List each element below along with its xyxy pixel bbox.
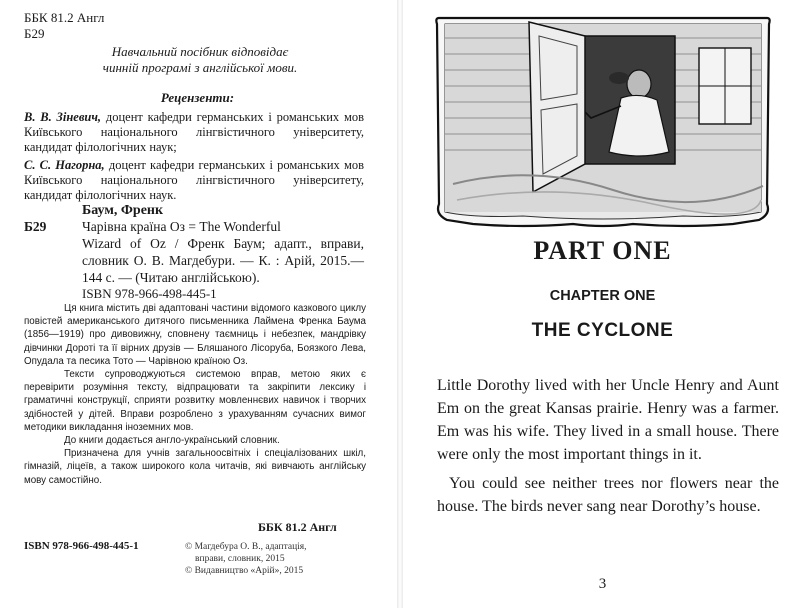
abstract-paragraph: Ця книга містить дві адаптовані частини відомого казкового циклу повістей американського дитячого письменника Лаймена Френка Баума (1856—1919) про дивовижну, сповнену таємниць і небезпек, мандрівку дівчинки Дороті та її вірних друзів — Бляшаного Лісоруба, Боязкого Лева, Опудала та песика Тото — Чарівною країною Оз. bbox=[24, 303, 366, 367]
part-title: PART ONE bbox=[533, 236, 672, 265]
page-number: 3 bbox=[598, 576, 607, 592]
approval-note bbox=[30, 44, 370, 76]
catalog-record bbox=[24, 218, 364, 286]
book-spine bbox=[397, 0, 403, 608]
reviewers-title: Рецензенти: bbox=[160, 90, 235, 105]
catalog-code: Б29 bbox=[24, 219, 47, 234]
chapter-illustration bbox=[433, 14, 773, 232]
approval-line: Навчальний посібник відповідає bbox=[111, 44, 289, 59]
reviewer-description: доцент кафедри германських і романських мов Київського національного лінгвістичного університету, кандидат філологічних наук. bbox=[24, 158, 365, 202]
book-abstract bbox=[24, 302, 366, 487]
abstract-paragraph: Тексти супроводжуються системою вправ, метою яких є перевірити розуміння тексту, відпрацювати та закріпити лексику і граматичні конструкції, сприяти розвитку мовленнєвих навичок і творчих здібностей у дітей. Вправи розроблено з урахуванням сучасних вимог методики викладання іноземних мов. bbox=[24, 369, 366, 433]
abstract-paragraph: Призначена для учнів загальноосвітніх і спеціалізованих шкіл, гімназій, ліцеїв, а також широкого кола читачів, які вивчають англійську мову самостійно. bbox=[24, 448, 366, 486]
catalog-title-line: Чарівна країна Оз = The Wonderful bbox=[82, 219, 281, 234]
isbn-line: ISBN 978-966-498-445-1 bbox=[82, 286, 217, 301]
catalog-author: Баум, Френк bbox=[82, 203, 164, 218]
copyright-block bbox=[185, 541, 307, 577]
bbk-footer: ББК 81.2 Англ bbox=[258, 520, 337, 534]
copyright-line: © Видавництво «Арій», 2015 bbox=[185, 566, 304, 576]
story-paragraph: Little Dorothy lived with her Uncle Henry and Aunt Em on the great Kansas prairie. Henry was a farmer. Em was his wife. They lived in a small house. There were only the most important things in it. bbox=[437, 377, 779, 463]
reviewer-entry bbox=[24, 158, 364, 203]
chapter-label: CHAPTER ONE bbox=[549, 288, 656, 304]
isbn-footer: ISBN 978-966-498-445-1 bbox=[24, 540, 139, 552]
reviewer-name: С. С. Нагорна, bbox=[24, 158, 105, 172]
chapter-title: THE CYCLONE bbox=[531, 320, 674, 341]
copyright-line: вправи, словник, 2015 bbox=[195, 554, 285, 564]
author-mark: Б29 bbox=[24, 26, 45, 41]
approval-line: чинній програмі з англійської мови. bbox=[102, 60, 298, 75]
reviewer-entry bbox=[24, 110, 364, 155]
reviewer-description: доцент кафедри германських і романських мов Київського національного лінгвістичного університету, кандидат філологічних наук; bbox=[24, 110, 365, 154]
story-text bbox=[437, 374, 779, 524]
story-paragraph: You could see neither trees nor flowers near the house. The birds never sang near Dorothy’s house. bbox=[437, 475, 779, 515]
abstract-paragraph: До книги додається англо-український словник. bbox=[64, 435, 280, 447]
bbk-header bbox=[24, 10, 104, 42]
copyright-line: © Магдебура О. В., адаптація, bbox=[185, 542, 307, 552]
left-page bbox=[0, 0, 395, 608]
reviewer-name: В. В. Зіневич, bbox=[24, 110, 102, 124]
catalog-description: Wizard of Oz / Френк Баум; адапт., вправи, словник О. В. Магдебури. — К. : Арій, 2015.— 144 с. — (Читаю англійською). bbox=[82, 236, 364, 285]
bbk-code: ББК 81.2 Англ bbox=[24, 10, 105, 25]
right-page bbox=[405, 0, 800, 608]
